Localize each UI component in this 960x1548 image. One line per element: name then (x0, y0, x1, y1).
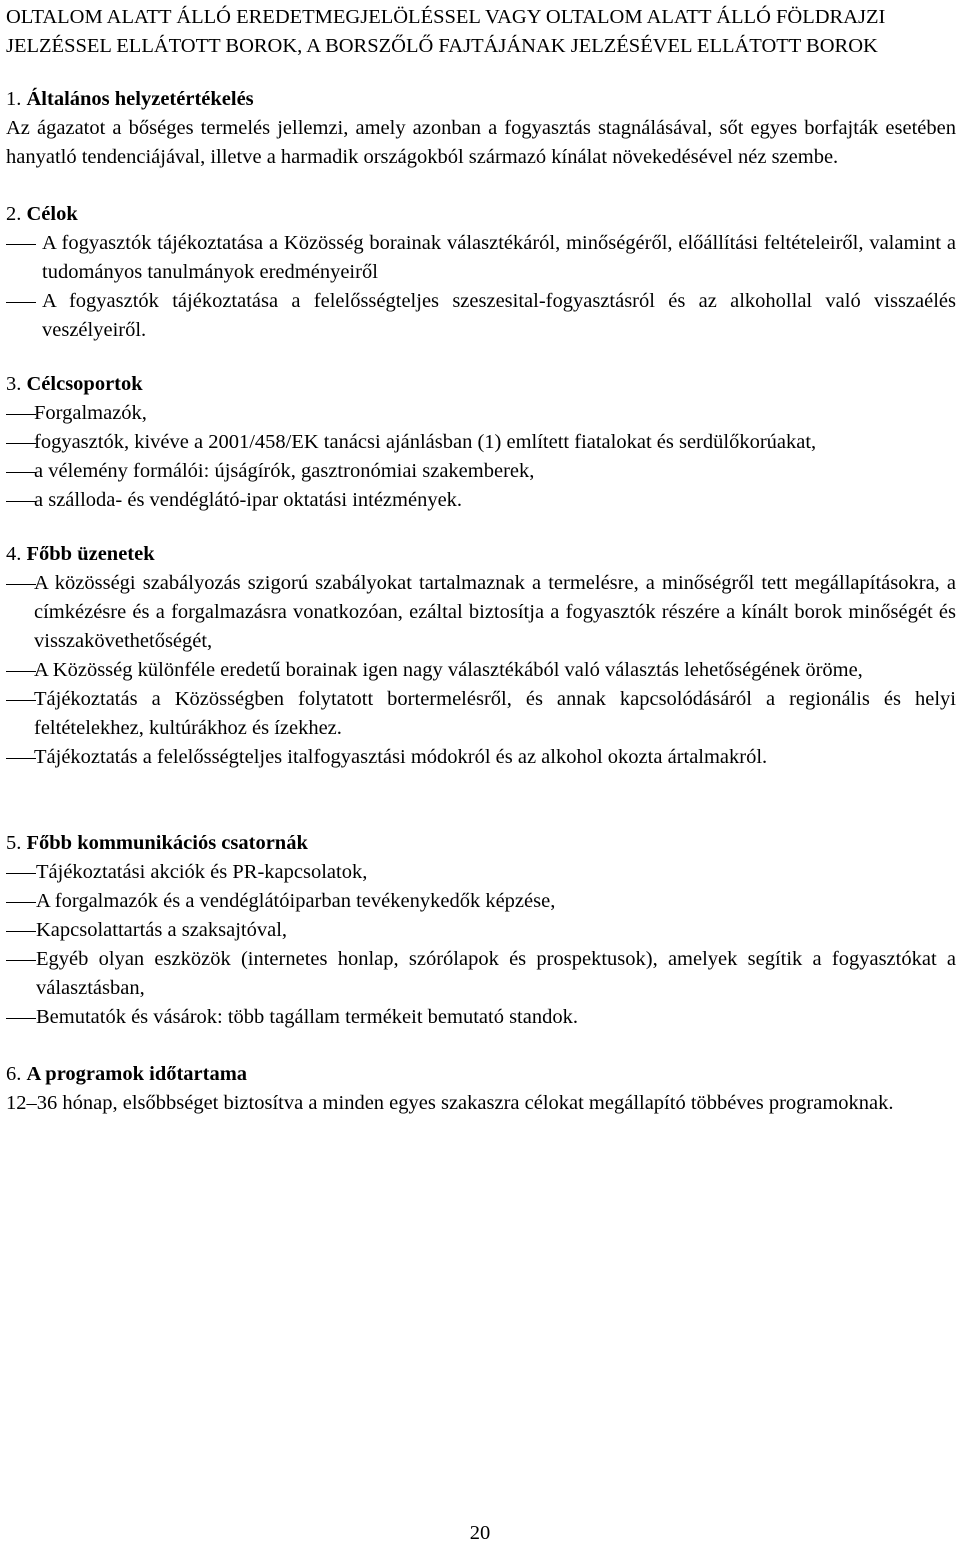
list-item: a szálloda- és vendéglátó-ipar oktatási intézmények. (6, 486, 956, 515)
list-item: a vélemény formálói: újságírók, gasztronómiai szakemberek, (6, 457, 956, 486)
section-heading (6, 200, 956, 229)
list-item: Tájékoztatási akciók és PR-kapcsolatok, (6, 858, 956, 887)
section-goals (6, 200, 956, 345)
section-general-assessment (6, 85, 956, 172)
section-title: Általános helyzetértékelés (26, 88, 254, 110)
section-number: 5. (6, 832, 22, 854)
list-item: Tájékoztatás a felelősségteljes italfogyasztási módokról és az alkohol okozta ártalmakról. (6, 743, 956, 772)
section-number: 4. (6, 543, 22, 565)
section-text: 12–36 hónap, elsőbbséget biztosítva a minden egyes szakaszra célokat megállapító többéves programoknak. (6, 1092, 894, 1114)
section-text: Az ágazatot a bőséges termelés jellemzi, amely azonban a fogyasztás stagnálásával, sőt egyes borfajták esetében hanyatló tendenciájával, illetve a harmadik országokból származó kínálat növekedésével néz szembe. (6, 117, 956, 168)
section-title: Főbb üzenetek (26, 543, 155, 565)
section-heading (6, 370, 956, 399)
section-number: 6. (6, 1063, 22, 1085)
section-title: Főbb kommunikációs csatornák (26, 832, 308, 854)
section-main-messages (6, 540, 956, 772)
section-heading (6, 540, 956, 569)
list-item: Egyéb olyan eszközök (internetes honlap, szórólapok és prospektusok), amelyek segítik a fogyasztókat a választásban, (6, 945, 956, 1003)
list-item: Kapcsolattartás a szaksajtóval, (6, 916, 956, 945)
section-program-duration (6, 1060, 956, 1118)
list-item: A fogyasztók tájékoztatása a Közösség borainak választékáról, minőségéről, előállítási feltételeiről, valamint a tudományos tanulmányok eredményeiről (6, 229, 956, 287)
section-target-groups (6, 370, 956, 515)
section-title: A programok időtartama (26, 1063, 248, 1085)
list-item: A Közösség különféle eredetű borainak igen nagy választékából való választás lehetőségének öröme, (6, 656, 956, 685)
list-item: Tájékoztatás a Közösségben folytatott bortermelésről, és annak kapcsolódásáról a regionális és helyi feltételekhez, kultúrákhoz és ízekhez. (6, 685, 956, 743)
list-item: fogyasztók, kivéve a 2001/458/EK tanácsi ajánlásban (1) említett fiatalokat és serdülőkorúakat, (6, 428, 956, 457)
section-heading (6, 1060, 956, 1089)
list-item: Forgalmazók, (6, 399, 956, 428)
list-item: A közösségi szabályozás szigorú szabályokat tartalmaznak a termelésre, a minőségről tett megállapításokra, a címkézésre és a forgalmazásra vonatkozóan, ezáltal biztosítja a fogyasztók részére a kínált borok minőségét és visszakövethetőségét, (6, 569, 956, 656)
section-number: 3. (6, 373, 22, 395)
section-heading (6, 85, 956, 114)
section-title: Célok (26, 203, 78, 225)
section-communication-channels (6, 829, 956, 1032)
section-number: 1. (6, 88, 22, 110)
document-title: OLTALOM ALATT ÁLLÓ EREDETMEGJELÖLÉSSEL VAGY OLTALOM ALATT ÁLLÓ FÖLDRAJZI JELZÉSSEL ELLÁTOTT BOROK, A BORSZŐLŐ FAJTÁJÁNAK JELZÉSÉVEL ELLÁTOTT BOROK (6, 6, 886, 57)
page-number: 20 (469, 1522, 491, 1544)
list-item: A forgalmazók és a vendéglátóiparban tevékenykedők képzése, (6, 887, 956, 916)
document-page (6, 3, 956, 1118)
list-item: Bemutatók és vásárok: több tagállam termékeit bemutató standok. (6, 1003, 956, 1032)
section-number: 2. (6, 203, 22, 225)
list-item: A fogyasztók tájékoztatása a felelősségteljes szeszesital-fogyasztásról és az alkohollal való visszaélés veszélyeiről. (6, 287, 956, 345)
section-title: Célcsoportok (26, 373, 143, 395)
section-heading (6, 829, 956, 858)
